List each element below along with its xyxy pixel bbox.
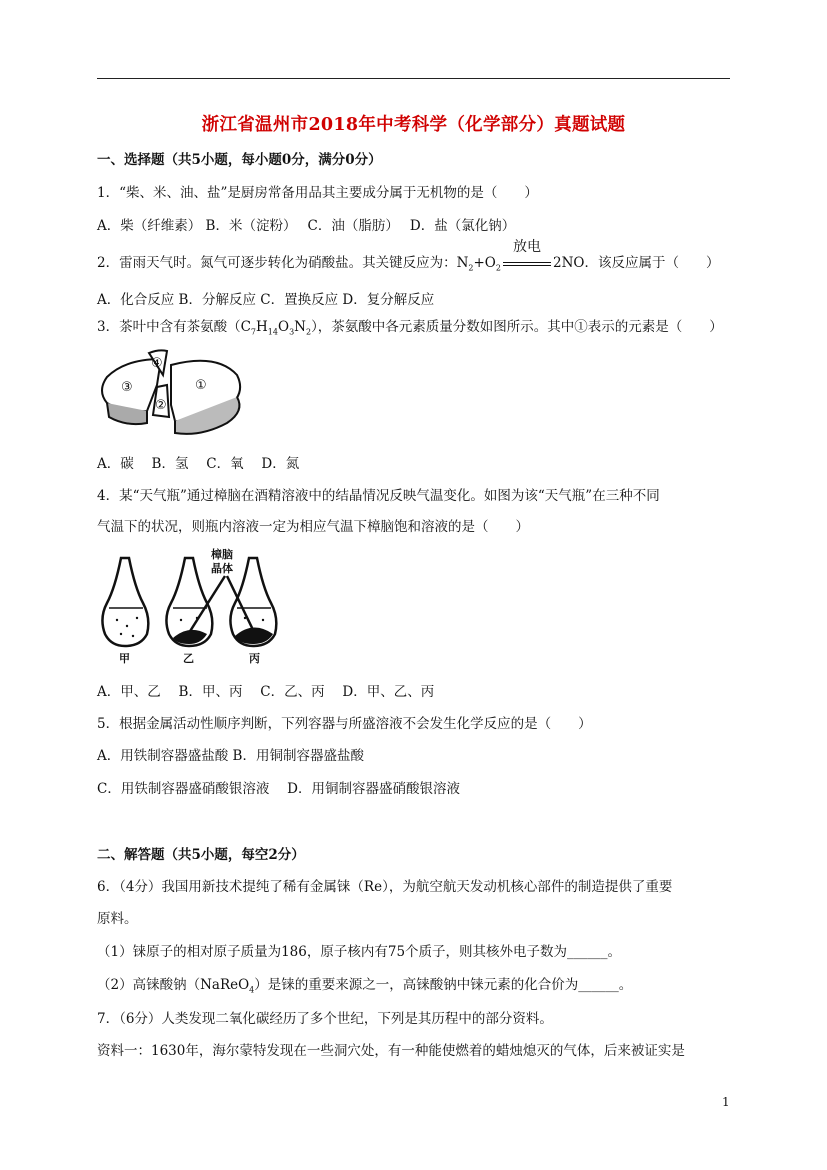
question-2-options: A．化合反应 B．分解反应 C．置换反应 D．复分解反应 bbox=[97, 292, 435, 308]
question-5-options-1: A．用铁制容器盛盐酸 B．用铜制容器盛盐酸 bbox=[97, 748, 364, 764]
question-7-line-1: 7．（6分）人类发现二氧化碳经历了多个世纪，下列是其历程中的部分资料。 bbox=[97, 1011, 553, 1027]
pie-chart-figure bbox=[97, 345, 247, 440]
pie-label-1: ① bbox=[195, 378, 207, 393]
question-5-options-2: C．用铁制容器盛硝酸银溶液 D．用铜制容器盛硝酸银溶液 bbox=[97, 781, 460, 797]
crystals-yi bbox=[173, 630, 207, 644]
pie-label-4: ④ bbox=[151, 356, 163, 371]
pie-label-2: ② bbox=[155, 398, 167, 413]
weather-bottle-figure bbox=[97, 548, 297, 668]
reaction-arrow bbox=[501, 239, 553, 272]
bottle-label-yi: 乙 bbox=[183, 652, 194, 665]
question-3-stem: 3．茶叶中含有茶氨酸$(C_7H_{14}O_3N_2)$，茶氨酸中各元素质量分数如图所示。其中①表示的元素是（ ） bbox=[97, 319, 723, 337]
question-6-sub-2: （2）高铼酸钠（NaReO$_4$）是铼的重要来源之一，高铼酸钠中铼元素的化合价为______。 bbox=[97, 977, 633, 995]
question-2-stem: 2．雷雨天气时。氮气可逐步转化为硝酸盐。其关键反应为：$N_2+O_2$ 放电 2NO．该反应属于（ ） bbox=[97, 239, 720, 273]
question-4-options: A．甲、乙 B．甲、丙 C．乙、丙 D．甲、乙、丙 bbox=[97, 684, 435, 700]
bottle-label-jia: 甲 bbox=[119, 652, 130, 665]
label-camphor: 樟脑 bbox=[211, 548, 233, 561]
question-1-stem: 1．“柴、米、油、盐”是厨房常备用品其主要成分属于无机物的是（ ） bbox=[97, 185, 538, 201]
bottle-label-bing: 丙 bbox=[249, 652, 260, 665]
label-crystal: 晶体 bbox=[211, 562, 233, 575]
question-5-stem: 5．根据金属活动性顺序判断，下列容器与所盛溶液不会发生化学反应的是（ ） bbox=[97, 716, 592, 732]
question-6-line-2: 原料。 bbox=[97, 911, 138, 927]
section-heading-choice: 一、选择题（共5小题，每小题0分，满分0分） bbox=[97, 152, 382, 168]
page-title: 浙江省温州市2018年中考科学（化学部分）真题试题 bbox=[201, 115, 626, 135]
section-heading-answer: 二、解答题（共5小题，每空2分） bbox=[97, 847, 305, 863]
question-4-line-2: 气温下的状况，则瓶内溶液一定为相应气温下樟脑饱和溶液的是（ ） bbox=[97, 519, 529, 535]
bottle-jia bbox=[102, 558, 148, 646]
question-1-options: A．柴（纤维素） B．米（淀粉） C．油（脂肪） D．盐（氯化钠） bbox=[97, 218, 516, 234]
reaction-condition: 放电 bbox=[512, 239, 541, 255]
question-4-line-1: 4．某“天气瓶”通过樟脑在酒精溶液中的结晶情况反映气温变化。如图为该“天气瓶”在三种不同 bbox=[97, 488, 660, 504]
pie-label-3: ③ bbox=[121, 380, 133, 395]
pointer-line-1 bbox=[187, 576, 225, 636]
question-6-line-1: 6．（4分）我国用新技术提纯了稀有金属铼（Re），为航空航天发动机核心部件的制造提供了重要 bbox=[97, 879, 673, 895]
page-number: 1 bbox=[722, 1095, 730, 1109]
question-6-sub-1: （1）铼原子的相对原子质量为186，原子核内有75个质子，则其核外电子数为______。 bbox=[97, 944, 622, 960]
header-rule bbox=[97, 78, 730, 79]
question-3-options: A．碳 B．氢 C．氧 D．氮 bbox=[97, 456, 300, 472]
question-7-line-2: 资料一：1630年，海尔蒙特发现在一些洞穴处，有一种能使燃着的蜡烛熄灭的气体，后来被证实是 bbox=[97, 1043, 685, 1059]
